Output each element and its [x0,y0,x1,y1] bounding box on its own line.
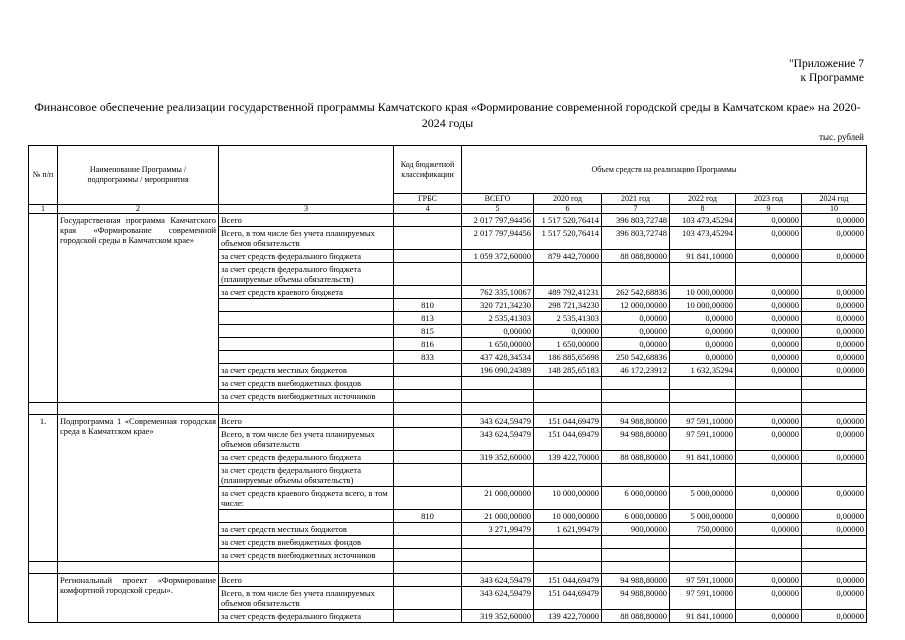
value-cell-2024: 0,00000 [802,299,867,312]
value-cell-2021 [602,536,670,549]
value-cell-2020: 0,00000 [534,325,602,338]
grbs-code-cell: 810 [394,299,462,312]
grbs-code-cell [394,428,462,451]
grbs-code-cell [394,536,462,549]
grbs-code-cell [394,263,462,286]
value-cell-2021: 94 988,80000 [602,428,670,451]
value-cell-2024: 0,00000 [802,610,867,623]
grbs-code-cell [394,286,462,299]
value-cell-2023: 0,00000 [736,299,802,312]
value-cell-2023: 0,00000 [736,250,802,263]
value-cell-2024: 0,00000 [802,587,867,610]
value-cell-2023: 0,00000 [736,451,802,464]
value-cell-2020: 879 442,70000 [534,250,602,263]
value-cell-2021: 88 088,80000 [602,451,670,464]
value-cell-2023: 0,00000 [736,325,802,338]
funding-source-cell: Всего, в том числе без учета планируемых объемов обязательств [219,227,394,250]
title-line-1: Финансовое обеспечение реализации государственной программы Камчатского края «Формирование современной городской среды в Камчатском крае» на 2020- [34,100,861,114]
value-cell-2022: 91 841,10000 [670,451,736,464]
value-cell-2020: 139 422,70000 [534,610,602,623]
value-cell-2022: 0,00000 [670,338,736,351]
value-cell-2021: 12 000,00000 [602,299,670,312]
value-cell-2022: 0,00000 [670,351,736,364]
funding-source-cell: за счет средств федерального бюджета (планируемые объемы обязательств) [219,464,394,487]
appendix-line-2: к Программе [800,72,864,84]
value-cell-2024: 0,00000 [802,510,867,523]
empty-cell [602,562,670,574]
value-cell-2024: 0,00000 [802,428,867,451]
value-cell-2020 [534,390,602,403]
funding-source-cell: за счет средств краевого бюджета всего, в том числе: [219,487,394,510]
funding-source-cell: за счет средств федерального бюджета [219,250,394,263]
value-cell-2021: 94 988,80000 [602,415,670,428]
value-cell-2023: 0,00000 [736,487,802,510]
value-cell-2023: 0,00000 [736,286,802,299]
empty-cell [58,403,219,415]
value-cell-2022: 0,00000 [670,325,736,338]
funding-source-cell: за счет средств федерального бюджета [219,610,394,623]
value-cell-total: 21 000,00000 [462,510,534,523]
table-row [29,415,867,428]
funding-source-cell: за счет средств федерального бюджета [219,451,394,464]
value-cell-2024: 0,00000 [802,364,867,377]
grbs-code-cell [394,390,462,403]
financing-table [28,145,867,623]
header-total: ВСЕГО [462,194,534,205]
grbs-code-cell [394,574,462,587]
value-cell-2020: 489 792,41231 [534,286,602,299]
value-cell-2021 [602,464,670,487]
value-cell-2022 [670,536,736,549]
grbs-code-cell [394,377,462,390]
value-cell-2023: 0,00000 [736,312,802,325]
header-name-label: Наименование Программы / подпрограммы / мероприятия [87,165,189,184]
grbs-code-cell [394,415,462,428]
value-cell-2020: 1 621,99479 [534,523,602,536]
header-source [219,146,394,205]
value-cell-2024: 0,00000 [802,338,867,351]
value-cell-2021 [602,390,670,403]
item-name-cell: Государственная программа Камчатского края «Формирование современной городской среды в Камчатском крае» [58,214,219,403]
value-cell-2023 [736,377,802,390]
empty-cell [534,403,602,415]
empty-cell [602,403,670,415]
value-cell-total [462,377,534,390]
value-cell-2024: 0,00000 [802,325,867,338]
column-number-row [29,205,867,214]
value-cell-total [462,536,534,549]
value-cell-2024 [802,263,867,286]
value-cell-2023: 0,00000 [736,214,802,227]
grbs-code-cell [394,364,462,377]
grbs-code-cell: 815 [394,325,462,338]
value-cell-2020: 151 044,69479 [534,574,602,587]
value-cell-2022: 10 000,00000 [670,286,736,299]
value-cell-2021 [602,263,670,286]
empty-cell [736,562,802,574]
value-cell-2020: 151 044,69479 [534,428,602,451]
value-cell-2024: 0,00000 [802,214,867,227]
empty-cell [219,403,394,415]
appendix-line-1: "Приложение 7 [788,58,864,70]
value-cell-2022: 103 473,45294 [670,227,736,250]
value-cell-total [462,549,534,562]
value-cell-2021: 6 000,00000 [602,487,670,510]
value-cell-2021: 0,00000 [602,338,670,351]
column-number: 8 [670,205,736,214]
grbs-code-cell [394,587,462,610]
column-number: 3 [219,205,394,214]
funding-source-cell: Всего [219,574,394,587]
value-cell-2024 [802,464,867,487]
grbs-code-cell: 813 [394,312,462,325]
value-cell-2022: 91 841,10000 [670,250,736,263]
header-year-2022: 2022 год [670,194,736,205]
value-cell-2023: 0,00000 [736,523,802,536]
item-name-cell: Подпрограмма 1 «Современная городская среда в Камчатском крае» [58,415,219,562]
value-cell-2020: 186 885,65698 [534,351,602,364]
value-cell-2021: 94 988,80000 [602,587,670,610]
value-cell-2024: 0,00000 [802,523,867,536]
value-cell-total: 320 721,34230 [462,299,534,312]
funding-source-cell [219,510,394,523]
column-number: 6 [534,205,602,214]
value-cell-2022: 97 591,10000 [670,415,736,428]
value-cell-total: 21 000,00000 [462,487,534,510]
value-cell-total: 343 624,59479 [462,415,534,428]
value-cell-2022: 91 841,10000 [670,610,736,623]
value-cell-2023: 0,00000 [736,351,802,364]
value-cell-total [462,390,534,403]
value-cell-total: 3 271,99479 [462,523,534,536]
value-cell-2020: 2 535,41303 [534,312,602,325]
column-number: 1 [29,205,58,214]
value-cell-total: 319 352,60000 [462,610,534,623]
value-cell-total: 437 428,34534 [462,351,534,364]
empty-cell [802,562,867,574]
value-cell-2020: 139 422,70000 [534,451,602,464]
grbs-code-cell: 810 [394,510,462,523]
funding-source-cell: за счет средств внебюджетных фондов [219,377,394,390]
value-cell-total: 196 090,24389 [462,364,534,377]
grbs-code-cell [394,549,462,562]
header-year-2020: 2020 год [534,194,602,205]
value-cell-total: 762 335,10067 [462,286,534,299]
value-cell-total: 319 352,60000 [462,451,534,464]
empty-cell [462,403,534,415]
value-cell-2023: 0,00000 [736,364,802,377]
column-number: 4 [394,205,462,214]
value-cell-2024 [802,536,867,549]
value-cell-2023: 0,00000 [736,574,802,587]
funding-source-cell: Всего [219,415,394,428]
value-cell-2023: 0,00000 [736,415,802,428]
value-cell-2023 [736,549,802,562]
value-cell-total [462,464,534,487]
value-cell-2021: 396 803,72748 [602,227,670,250]
value-cell-2021 [602,377,670,390]
table-row [29,214,867,227]
spacer-row [29,562,867,574]
value-cell-2021: 262 542,68836 [602,286,670,299]
value-cell-total [462,263,534,286]
funding-source-cell: Всего, в том числе без учета планируемых объемов обязательств [219,428,394,451]
value-cell-2024 [802,549,867,562]
grbs-code-cell [394,227,462,250]
grbs-code-cell: 816 [394,338,462,351]
grbs-code-cell [394,451,462,464]
funding-source-cell [219,299,394,312]
value-cell-2021: 396 803,72748 [602,214,670,227]
value-cell-2020: 298 721,34230 [534,299,602,312]
value-cell-total: 2 017 797,94456 [462,214,534,227]
value-cell-2022: 5 000,00000 [670,510,736,523]
funding-source-cell: за счет средств местных бюджетов [219,523,394,536]
empty-cell [670,562,736,574]
grbs-code-cell [394,487,462,510]
value-cell-2023 [736,263,802,286]
value-cell-total: 2 535,41303 [462,312,534,325]
empty-cell [534,562,602,574]
value-cell-2024: 0,00000 [802,415,867,428]
empty-cell [29,403,58,415]
value-cell-total: 0,00000 [462,325,534,338]
value-cell-2021: 94 988,80000 [602,574,670,587]
value-cell-total: 1 059 372,60000 [462,250,534,263]
value-cell-2021: 6 000,00000 [602,510,670,523]
value-cell-2024: 0,00000 [802,487,867,510]
value-cell-2022: 5 000,00000 [670,487,736,510]
units-label: тыс. рублей [819,132,864,142]
value-cell-2022: 97 591,10000 [670,587,736,610]
value-cell-2020 [534,377,602,390]
value-cell-2024: 0,00000 [802,351,867,364]
grbs-code-cell [394,610,462,623]
header-funding-volume: Объем средств на реализацию Программы [462,146,867,194]
empty-cell [394,562,462,574]
spacer-row [29,403,867,415]
value-cell-2023 [736,464,802,487]
appendix-label [789,57,864,85]
value-cell-2021: 900,00000 [602,523,670,536]
grbs-code-cell [394,214,462,227]
value-cell-2022 [670,377,736,390]
value-cell-2022: 97 591,10000 [670,574,736,587]
column-number: 10 [802,205,867,214]
value-cell-2020: 1 517 520,76414 [534,214,602,227]
value-cell-2021: 88 088,80000 [602,610,670,623]
value-cell-2024 [802,377,867,390]
value-cell-2022 [670,263,736,286]
header-year-2024: 2024 год [802,194,867,205]
grbs-code-cell: 833 [394,351,462,364]
value-cell-2020: 1 650,00000 [534,338,602,351]
funding-source-cell [219,338,394,351]
funding-source-cell: за счет средств краевого бюджета [219,286,394,299]
empty-cell [736,403,802,415]
header-year-2021: 2021 год [602,194,670,205]
funding-source-cell: Всего [219,214,394,227]
value-cell-2022: 1 632,35294 [670,364,736,377]
table-row [29,574,867,587]
empty-cell [58,562,219,574]
value-cell-total: 343 624,59479 [462,574,534,587]
item-number-cell [29,574,58,623]
value-cell-2022 [670,549,736,562]
value-cell-2022: 10 000,00000 [670,299,736,312]
value-cell-total: 1 650,00000 [462,338,534,351]
empty-cell [462,562,534,574]
value-cell-2023: 0,00000 [736,610,802,623]
funding-source-cell [219,351,394,364]
value-cell-2021: 88 088,80000 [602,250,670,263]
column-number: 2 [58,205,219,214]
title-line-2: 2024 годы [421,116,474,130]
value-cell-2020 [534,549,602,562]
item-number-cell: 1. [29,415,58,562]
header-grbs: ГРБС [394,194,462,205]
funding-source-cell: за счет средств внебюджетных источников [219,549,394,562]
funding-source-cell: Всего, в том числе без учета планируемых объемов обязательств [219,587,394,610]
value-cell-2021: 250 542,68836 [602,351,670,364]
value-cell-2020: 148 285,65183 [534,364,602,377]
empty-cell [802,403,867,415]
header-name [58,146,219,205]
value-cell-2020: 151 044,69479 [534,415,602,428]
value-cell-2024 [802,390,867,403]
empty-cell [219,562,394,574]
empty-cell [670,403,736,415]
value-cell-2023: 0,00000 [736,510,802,523]
funding-source-cell: за счет средств местных бюджетов [219,364,394,377]
header-number: № п/п [29,146,58,205]
empty-cell [394,403,462,415]
header-budget-code: Код бюджетной классификации [394,146,462,194]
header-year-2023: 2023 год [736,194,802,205]
value-cell-2024: 0,00000 [802,574,867,587]
value-cell-2020: 10 000,00000 [534,487,602,510]
value-cell-total: 343 624,59479 [462,587,534,610]
value-cell-2020 [534,464,602,487]
funding-source-cell: за счет средств внебюджетных фондов [219,536,394,549]
value-cell-2024: 0,00000 [802,227,867,250]
value-cell-2020 [534,536,602,549]
value-cell-2021: 0,00000 [602,312,670,325]
value-cell-2021: 0,00000 [602,325,670,338]
value-cell-2022: 0,00000 [670,312,736,325]
value-cell-total: 2 017 797,94456 [462,227,534,250]
value-cell-2023: 0,00000 [736,428,802,451]
grbs-code-cell [394,464,462,487]
column-number: 7 [602,205,670,214]
column-number: 5 [462,205,534,214]
value-cell-2020: 151 044,69479 [534,587,602,610]
value-cell-2023 [736,390,802,403]
value-cell-2022 [670,390,736,403]
value-cell-total: 343 624,59479 [462,428,534,451]
value-cell-2023: 0,00000 [736,227,802,250]
value-cell-2021 [602,549,670,562]
value-cell-2020 [534,263,602,286]
empty-cell [29,562,58,574]
funding-source-cell: за счет средств федерального бюджета (планируемые объемы обязательств) [219,263,394,286]
value-cell-2022: 97 591,10000 [670,428,736,451]
value-cell-2023: 0,00000 [736,587,802,610]
header-row [29,146,867,194]
table-body [29,214,867,623]
value-cell-2020: 10 000,00000 [534,510,602,523]
value-cell-2024: 0,00000 [802,312,867,325]
document-title [10,99,885,131]
value-cell-2022: 750,00000 [670,523,736,536]
value-cell-2024: 0,00000 [802,451,867,464]
funding-source-cell [219,325,394,338]
column-number: 9 [736,205,802,214]
value-cell-2023: 0,00000 [736,338,802,351]
funding-source-cell [219,312,394,325]
value-cell-2024: 0,00000 [802,250,867,263]
value-cell-2020: 1 517 520,76414 [534,227,602,250]
value-cell-2023 [736,536,802,549]
value-cell-2022: 103 473,45294 [670,214,736,227]
grbs-code-cell [394,523,462,536]
item-name-cell: Региональный проект «Формирование комфортной городской среды». [58,574,219,623]
item-number-cell [29,214,58,403]
grbs-code-cell [394,250,462,263]
value-cell-2021: 46 172,23912 [602,364,670,377]
value-cell-2022 [670,464,736,487]
funding-source-cell: за счет средств внебюджетных источников [219,390,394,403]
value-cell-2024: 0,00000 [802,286,867,299]
